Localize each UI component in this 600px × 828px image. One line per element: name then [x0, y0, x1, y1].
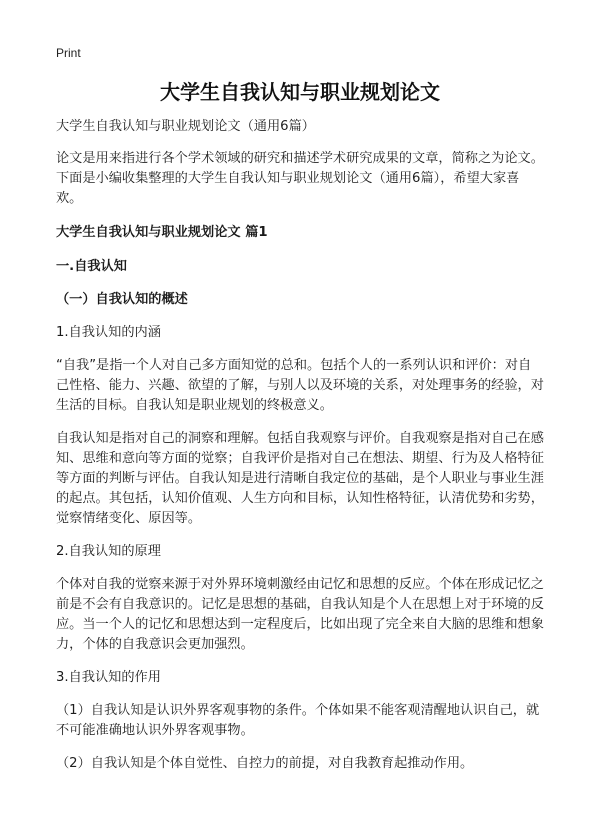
- print-link[interactable]: Print: [56, 46, 81, 60]
- item-heading-function: 3.自我认知的作用: [56, 670, 161, 685]
- paragraph-self-definition: “自我”是指一个人对自己多方面知觉的总和。包括个人的一系列认识和评价：对自己性格、能力、兴趣、欲望的了解，与别人以及环境的关系，对处理事务的经验，对生活的目标。自我认知是职业规划的终极意义。: [56, 358, 544, 413]
- paragraph-function-2: （2）自我认知是个体自觉性、自控力的前提，对自我教育起推动作用。: [56, 756, 474, 771]
- document-body: [56, 117, 544, 787]
- paragraph-function-1: （1）自我认知是认识外界客观事物的条件。个体如果不能客观清醒地认识自己，就不可能准确地认识外界客观事物。: [56, 703, 540, 738]
- section-heading: 一.自我认知: [56, 259, 127, 274]
- intro-paragraph: 论文是用来指进行各个学术领域的研究和描述学术研究成果的文章，简称之为论文。下面是小编收集整理的大学生自我认知与职业规划论文（通用6篇），希望大家喜欢。: [56, 151, 544, 206]
- document-title: 大学生自我认知与职业规划论文: [160, 80, 440, 104]
- paragraph-principle: 个体对自我的觉察来源于对外界环境刺激经由记忆和思想的反应。个体在形成记忆之前是不会有自我意识的。记忆是思想的基础，自我认知是个人在思想上对于环境的反应。当一个人的记忆和思想达到一定程度后，比如出现了完全来自大脑的思维和想象力，个体的自我意识会更加强烈。: [56, 577, 544, 652]
- document-subtitle: 大学生自我认知与职业规划论文（通用6篇）: [56, 119, 315, 134]
- article-heading: 大学生自我认知与职业规划论文 篇1: [56, 225, 268, 240]
- paragraph-self-insight: 自我认知是指对自己的洞察和理解。包括自我观察与评价。自我观察是指对自己在感知、思维和意向等方面的觉察；自我评价是指对自己在想法、期望、行为及人格特征等方面的判断与评估。自我认知是进行清晰自我定位的基础，是个人职业与事业生涯的起点。其包括，认知价值观、人生方向和目标，认知性格特征，认清优势和劣势，觉察情绪变化、原因等。: [56, 431, 544, 526]
- subsection-heading: （一）自我认知的概述: [56, 292, 188, 307]
- item-heading-meaning: 1.自我认知的内涵: [56, 325, 161, 340]
- item-heading-principle: 2.自我认知的原理: [56, 544, 161, 559]
